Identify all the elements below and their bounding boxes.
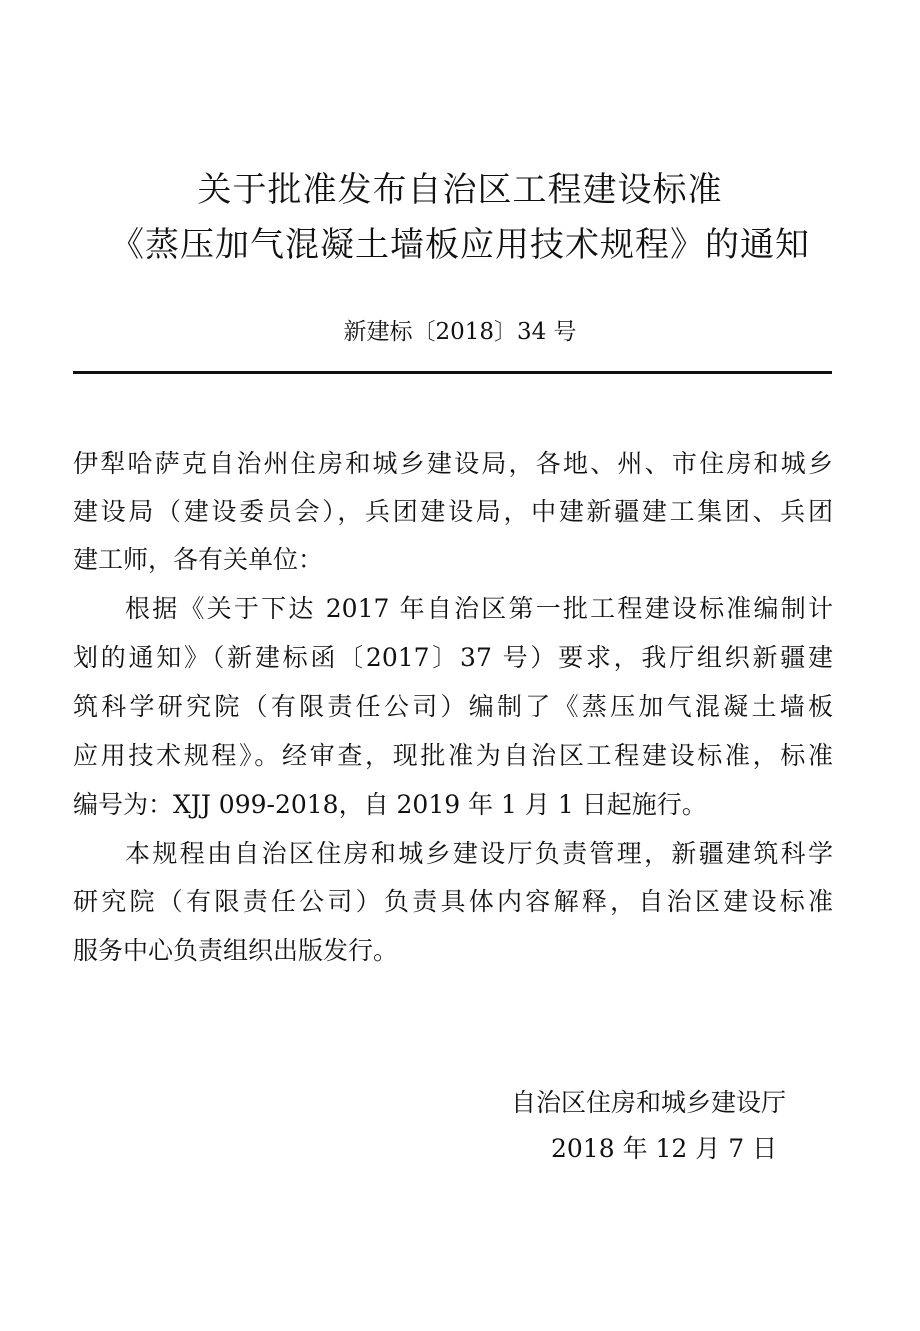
paragraph-1-line-5: 编号为：XJJ 099-2018，自 2019 年 1 月 1 日起施行。 <box>73 790 707 819</box>
paragraph-1-line-1: 根据《关于下达 2017 年自治区第一批工程建设标准编制计 <box>125 594 833 623</box>
paragraph-2-line-1: 本规程由自治区住房和城乡建设厅负责管理，新疆建筑科学 <box>125 839 833 868</box>
addressee-line-1: 伊犁哈萨克自治州住房和城乡建设局，各地、州、市住房和城乡 <box>73 449 833 478</box>
paragraph-1-line-3: 筑科学研究院（有限责任公司）编制了《蒸压加气混凝土墙板 <box>73 692 833 721</box>
issue-date: 2018 年 12 月 7 日 <box>551 1134 778 1163</box>
paragraph-1-line-4: 应用技术规程》。经审查，现批准为自治区工程建设标准，标准 <box>73 741 833 770</box>
notice-title-line-2: 《蒸压加气混凝土墙板应用技术规程》的通知 <box>110 225 810 265</box>
issuer-signature: 自治区住房和城乡建设厅 <box>511 1088 787 1117</box>
addressee-line-2: 建设局（建设委员会），兵团建设局，中建新疆建工集团、兵团 <box>73 497 833 526</box>
header-divider <box>73 371 832 374</box>
paragraph-2-line-3: 服务中心负责组织出版发行。 <box>73 936 399 965</box>
paragraph-1-line-2: 划的通知》（新建标函〔2017〕37 号）要求，我厅组织新疆建 <box>73 643 833 672</box>
notice-title-line-1: 关于批准发布自治区工程建设标准 <box>197 170 723 210</box>
document-number: 新建标〔2018〕34 号 <box>343 319 577 345</box>
addressee-line-3: 建工师，各有关单位： <box>73 545 324 574</box>
paragraph-2-line-2: 研究院（有限责任公司）负责具体内容解释，自治区建设标准 <box>73 887 833 916</box>
